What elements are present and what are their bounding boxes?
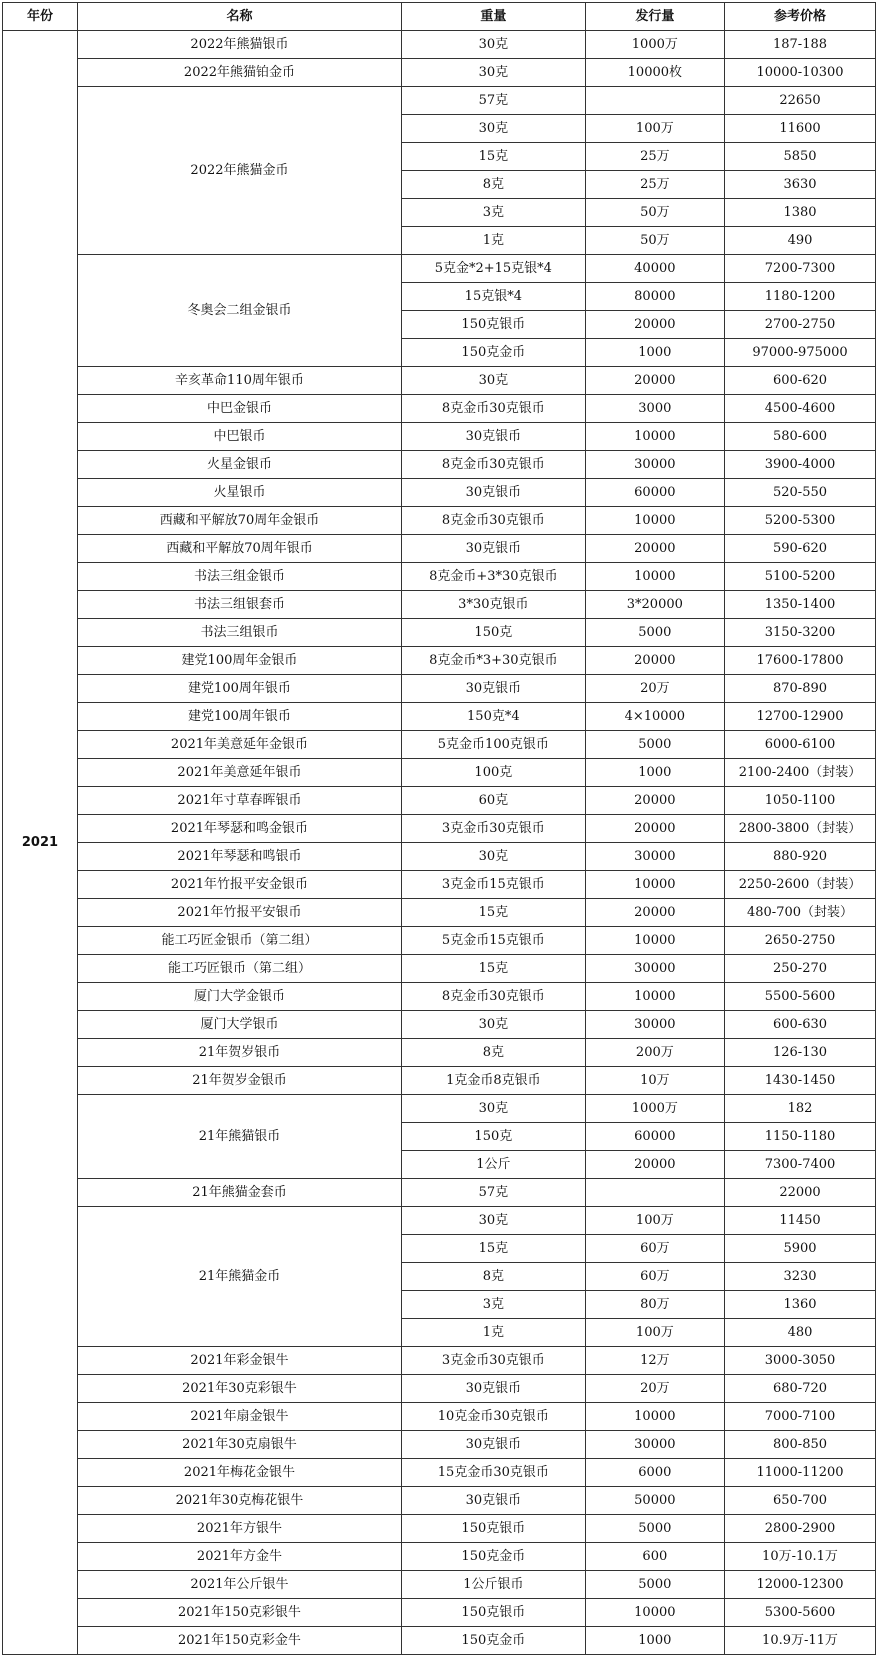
coin-name-cell: 2021年梅花金银牛 xyxy=(77,1459,401,1487)
table-row xyxy=(3,1207,876,1235)
weight-cell: 150克 xyxy=(402,619,586,647)
price-cell: 182 xyxy=(725,1095,876,1123)
mintage-cell: 20000 xyxy=(585,535,724,563)
price-cell: 490 xyxy=(725,227,876,255)
mintage-cell: 50万 xyxy=(585,199,724,227)
coin-name-cell: 2021年30克扇银牛 xyxy=(77,1431,401,1459)
mintage-cell: 1000万 xyxy=(585,1095,724,1123)
table-row xyxy=(3,1599,876,1627)
price-cell: 5300-5600 xyxy=(725,1599,876,1627)
coin-name-cell: 西藏和平解放70周年银币 xyxy=(77,535,401,563)
mintage-cell: 30000 xyxy=(585,843,724,871)
price-cell: 126-130 xyxy=(725,1039,876,1067)
mintage-cell: 25万 xyxy=(585,171,724,199)
weight-cell: 15克 xyxy=(402,143,586,171)
weight-cell: 150克银币 xyxy=(402,1515,586,1543)
table-row xyxy=(3,87,876,115)
coin-name-cell: 2021年美意延年银币 xyxy=(77,759,401,787)
price-cell: 1350-1400 xyxy=(725,591,876,619)
mintage-cell: 10000 xyxy=(585,983,724,1011)
header-year: 年份 xyxy=(3,3,78,31)
weight-cell: 3克 xyxy=(402,199,586,227)
price-cell: 520-550 xyxy=(725,479,876,507)
mintage-cell: 1000 xyxy=(585,1627,724,1655)
weight-cell: 8克金币30克银币 xyxy=(402,983,586,1011)
weight-cell: 30克 xyxy=(402,59,586,87)
table-row xyxy=(3,1011,876,1039)
mintage-cell: 20000 xyxy=(585,815,724,843)
mintage-cell: 30000 xyxy=(585,955,724,983)
price-cell: 7300-7400 xyxy=(725,1151,876,1179)
table-row xyxy=(3,731,876,759)
table-row xyxy=(3,367,876,395)
weight-cell: 15克 xyxy=(402,955,586,983)
coin-name-cell: 火星银币 xyxy=(77,479,401,507)
weight-cell: 15克 xyxy=(402,1235,586,1263)
coin-name-cell: 建党100周年金银币 xyxy=(77,647,401,675)
weight-cell: 57克 xyxy=(402,87,586,115)
header-name: 名称 xyxy=(77,3,401,31)
weight-cell: 30克银币 xyxy=(402,1487,586,1515)
weight-cell: 30克 xyxy=(402,1095,586,1123)
price-cell: 2800-3800（封装） xyxy=(725,815,876,843)
price-cell: 680-720 xyxy=(725,1375,876,1403)
weight-cell: 30克银币 xyxy=(402,423,586,451)
table-row xyxy=(3,59,876,87)
price-cell: 10万-10.1万 xyxy=(725,1543,876,1571)
price-cell: 5900 xyxy=(725,1235,876,1263)
weight-cell: 3克金币30克银币 xyxy=(402,815,586,843)
price-cell: 480-700（封装） xyxy=(725,899,876,927)
mintage-cell: 80000 xyxy=(585,283,724,311)
table-row xyxy=(3,31,876,59)
mintage-cell: 1000 xyxy=(585,759,724,787)
weight-cell: 5克金*2+15克银*4 xyxy=(402,255,586,283)
price-cell: 17600-17800 xyxy=(725,647,876,675)
weight-cell: 1克金币8克银币 xyxy=(402,1067,586,1095)
weight-cell: 8克金币30克银币 xyxy=(402,451,586,479)
price-cell: 1360 xyxy=(725,1291,876,1319)
mintage-cell: 3*20000 xyxy=(585,591,724,619)
mintage-cell: 30000 xyxy=(585,1431,724,1459)
weight-cell: 150克金币 xyxy=(402,339,586,367)
table-row xyxy=(3,591,876,619)
coin-name-cell: 2022年熊猫银币 xyxy=(77,31,401,59)
weight-cell: 15克金币30克银币 xyxy=(402,1459,586,1487)
price-cell: 1150-1180 xyxy=(725,1123,876,1151)
price-cell: 7200-7300 xyxy=(725,255,876,283)
weight-cell: 57克 xyxy=(402,1179,586,1207)
weight-cell: 30克 xyxy=(402,843,586,871)
weight-cell: 150克银币 xyxy=(402,311,586,339)
table-row xyxy=(3,563,876,591)
price-cell: 97000-975000 xyxy=(725,339,876,367)
coin-name-cell: 2021年公斤银牛 xyxy=(77,1571,401,1599)
weight-cell: 1公斤 xyxy=(402,1151,586,1179)
price-cell: 650-700 xyxy=(725,1487,876,1515)
price-cell: 590-620 xyxy=(725,535,876,563)
mintage-cell: 100万 xyxy=(585,1319,724,1347)
weight-cell: 3克金币15克银币 xyxy=(402,871,586,899)
table-row xyxy=(3,815,876,843)
mintage-cell: 80万 xyxy=(585,1291,724,1319)
price-cell: 10000-10300 xyxy=(725,59,876,87)
table-row xyxy=(3,1515,876,1543)
coin-name-cell: 2021年竹报平安金银币 xyxy=(77,871,401,899)
mintage-cell: 4×10000 xyxy=(585,703,724,731)
table-row xyxy=(3,1431,876,1459)
coin-name-cell: 21年熊猫金套币 xyxy=(77,1179,401,1207)
table-row xyxy=(3,1095,876,1123)
header-reference-price: 参考价格 xyxy=(725,3,876,31)
table-row xyxy=(3,1459,876,1487)
weight-cell: 150克*4 xyxy=(402,703,586,731)
price-cell: 1050-1100 xyxy=(725,787,876,815)
mintage-cell: 50000 xyxy=(585,1487,724,1515)
mintage-cell: 20000 xyxy=(585,787,724,815)
mintage-cell: 60万 xyxy=(585,1235,724,1263)
mintage-cell: 20000 xyxy=(585,647,724,675)
price-cell: 7000-7100 xyxy=(725,1403,876,1431)
coin-name-cell: 21年贺岁银币 xyxy=(77,1039,401,1067)
table-row xyxy=(3,507,876,535)
weight-cell: 150克金币 xyxy=(402,1627,586,1655)
price-cell: 5500-5600 xyxy=(725,983,876,1011)
mintage-cell: 5000 xyxy=(585,1515,724,1543)
table-row xyxy=(3,899,876,927)
price-cell: 800-850 xyxy=(725,1431,876,1459)
mintage-cell: 200万 xyxy=(585,1039,724,1067)
mintage-cell: 10000 xyxy=(585,563,724,591)
weight-cell: 30克银币 xyxy=(402,535,586,563)
table-row xyxy=(3,479,876,507)
table-row xyxy=(3,535,876,563)
price-cell: 22650 xyxy=(725,87,876,115)
mintage-cell: 10000 xyxy=(585,927,724,955)
weight-cell: 8克金币30克银币 xyxy=(402,395,586,423)
weight-cell: 150克金币 xyxy=(402,1543,586,1571)
weight-cell: 1克 xyxy=(402,227,586,255)
weight-cell: 3*30克银币 xyxy=(402,591,586,619)
coin-name-cell: 2021年寸草春晖银币 xyxy=(77,787,401,815)
mintage-cell: 40000 xyxy=(585,255,724,283)
price-cell: 11600 xyxy=(725,115,876,143)
price-cell: 5850 xyxy=(725,143,876,171)
coin-name-cell: 能工巧匠银币（第二组） xyxy=(77,955,401,983)
weight-cell: 1克 xyxy=(402,1319,586,1347)
price-cell: 3150-3200 xyxy=(725,619,876,647)
table-row xyxy=(3,1571,876,1599)
price-cell: 1380 xyxy=(725,199,876,227)
mintage-cell: 20000 xyxy=(585,311,724,339)
weight-cell: 60克 xyxy=(402,787,586,815)
price-cell: 12700-12900 xyxy=(725,703,876,731)
weight-cell: 10克金币30克银币 xyxy=(402,1403,586,1431)
mintage-cell: 600 xyxy=(585,1543,724,1571)
mintage-cell: 5000 xyxy=(585,731,724,759)
table-row xyxy=(3,1627,876,1655)
price-cell: 880-920 xyxy=(725,843,876,871)
coin-name-cell: 西藏和平解放70周年金银币 xyxy=(77,507,401,535)
mintage-cell: 100万 xyxy=(585,115,724,143)
weight-cell: 8克金币30克银币 xyxy=(402,507,586,535)
mintage-cell: 20000 xyxy=(585,1151,724,1179)
coin-name-cell: 2021年琴瑟和鸣金银币 xyxy=(77,815,401,843)
price-cell: 2700-2750 xyxy=(725,311,876,339)
mintage-cell xyxy=(585,1179,724,1207)
mintage-cell: 25万 xyxy=(585,143,724,171)
mintage-cell: 30000 xyxy=(585,451,724,479)
price-cell: 6000-6100 xyxy=(725,731,876,759)
coin-name-cell: 2021年150克彩银牛 xyxy=(77,1599,401,1627)
coin-name-cell: 2021年方金牛 xyxy=(77,1543,401,1571)
coin-name-cell: 建党100周年银币 xyxy=(77,675,401,703)
price-cell: 5100-5200 xyxy=(725,563,876,591)
table-row xyxy=(3,423,876,451)
price-cell: 3900-4000 xyxy=(725,451,876,479)
price-cell: 250-270 xyxy=(725,955,876,983)
weight-cell: 30克 xyxy=(402,115,586,143)
coin-name-cell: 2022年熊猫金币 xyxy=(77,87,401,255)
mintage-cell: 5000 xyxy=(585,619,724,647)
coin-name-cell: 2021年美意延年金银币 xyxy=(77,731,401,759)
weight-cell: 15克银*4 xyxy=(402,283,586,311)
weight-cell: 100克 xyxy=(402,759,586,787)
coin-name-cell: 21年熊猫银币 xyxy=(77,1095,401,1179)
mintage-cell: 60000 xyxy=(585,479,724,507)
table-row xyxy=(3,871,876,899)
coin-name-cell: 2021年方银牛 xyxy=(77,1515,401,1543)
table-row xyxy=(3,843,876,871)
table-row xyxy=(3,1543,876,1571)
weight-cell: 8克金币*3+30克银币 xyxy=(402,647,586,675)
coin-name-cell: 21年熊猫金币 xyxy=(77,1207,401,1347)
coin-name-cell: 建党100周年银币 xyxy=(77,703,401,731)
coin-name-cell: 2021年30克彩银牛 xyxy=(77,1375,401,1403)
coin-name-cell: 厦门大学金银币 xyxy=(77,983,401,1011)
coin-name-cell: 2022年熊猫铂金币 xyxy=(77,59,401,87)
table-row xyxy=(3,395,876,423)
year-cell: 2021 xyxy=(3,31,78,1655)
table-body xyxy=(3,31,876,1655)
coin-price-table xyxy=(2,2,876,1655)
mintage-cell: 3000 xyxy=(585,395,724,423)
weight-cell: 15克 xyxy=(402,899,586,927)
mintage-cell: 1000 xyxy=(585,339,724,367)
mintage-cell: 10万 xyxy=(585,1067,724,1095)
mintage-cell: 20000 xyxy=(585,899,724,927)
coin-name-cell: 厦门大学银币 xyxy=(77,1011,401,1039)
table-row xyxy=(3,703,876,731)
coin-name-cell: 中巴银币 xyxy=(77,423,401,451)
price-cell: 2650-2750 xyxy=(725,927,876,955)
weight-cell: 8克 xyxy=(402,171,586,199)
price-cell: 600-630 xyxy=(725,1011,876,1039)
price-cell: 480 xyxy=(725,1319,876,1347)
price-cell: 3000-3050 xyxy=(725,1347,876,1375)
coin-name-cell: 2021年扇金银牛 xyxy=(77,1403,401,1431)
coin-name-cell: 2021年30克梅花银牛 xyxy=(77,1487,401,1515)
mintage-cell: 10000 xyxy=(585,507,724,535)
mintage-cell: 60000 xyxy=(585,1123,724,1151)
weight-cell: 3克 xyxy=(402,1291,586,1319)
coin-name-cell: 能工巧匠金银币（第二组） xyxy=(77,927,401,955)
price-cell: 3630 xyxy=(725,171,876,199)
price-cell: 22000 xyxy=(725,1179,876,1207)
mintage-cell: 10000 xyxy=(585,423,724,451)
table-row xyxy=(3,1375,876,1403)
table-row xyxy=(3,759,876,787)
mintage-cell xyxy=(585,87,724,115)
weight-cell: 8克 xyxy=(402,1263,586,1291)
mintage-cell: 20万 xyxy=(585,675,724,703)
price-cell: 870-890 xyxy=(725,675,876,703)
header-mintage: 发行量 xyxy=(585,3,724,31)
weight-cell: 30克 xyxy=(402,367,586,395)
mintage-cell: 30000 xyxy=(585,1011,724,1039)
coin-name-cell: 书法三组金银币 xyxy=(77,563,401,591)
mintage-cell: 100万 xyxy=(585,1207,724,1235)
coin-name-cell: 2021年竹报平安银币 xyxy=(77,899,401,927)
table-row xyxy=(3,983,876,1011)
mintage-cell: 60万 xyxy=(585,1263,724,1291)
coin-name-cell: 辛亥革命110周年银币 xyxy=(77,367,401,395)
table-row xyxy=(3,1039,876,1067)
weight-cell: 30克银币 xyxy=(402,1431,586,1459)
price-cell: 3230 xyxy=(725,1263,876,1291)
price-cell: 4500-4600 xyxy=(725,395,876,423)
price-cell: 580-600 xyxy=(725,423,876,451)
price-cell: 2100-2400（封装） xyxy=(725,759,876,787)
coin-name-cell: 书法三组银币 xyxy=(77,619,401,647)
weight-cell: 5克金币15克银币 xyxy=(402,927,586,955)
coin-name-cell: 书法三组银套币 xyxy=(77,591,401,619)
table-row xyxy=(3,1487,876,1515)
mintage-cell: 20万 xyxy=(585,1375,724,1403)
weight-cell: 30克 xyxy=(402,1207,586,1235)
table-row xyxy=(3,1403,876,1431)
mintage-cell: 1000万 xyxy=(585,31,724,59)
price-cell: 5200-5300 xyxy=(725,507,876,535)
mintage-cell: 20000 xyxy=(585,367,724,395)
weight-cell: 3克金币30克银币 xyxy=(402,1347,586,1375)
price-cell: 11450 xyxy=(725,1207,876,1235)
mintage-cell: 5000 xyxy=(585,1571,724,1599)
price-cell: 11000-11200 xyxy=(725,1459,876,1487)
coin-name-cell: 中巴金银币 xyxy=(77,395,401,423)
table-row xyxy=(3,1067,876,1095)
price-cell: 1180-1200 xyxy=(725,283,876,311)
weight-cell: 1公斤银币 xyxy=(402,1571,586,1599)
table-row xyxy=(3,1347,876,1375)
mintage-cell: 6000 xyxy=(585,1459,724,1487)
weight-cell: 30克 xyxy=(402,1011,586,1039)
table-row xyxy=(3,647,876,675)
coin-name-cell: 2021年150克彩金牛 xyxy=(77,1627,401,1655)
header-row xyxy=(3,3,876,31)
price-cell: 2800-2900 xyxy=(725,1515,876,1543)
weight-cell: 150克 xyxy=(402,1123,586,1151)
mintage-cell: 12万 xyxy=(585,1347,724,1375)
table-row xyxy=(3,619,876,647)
table-row xyxy=(3,675,876,703)
weight-cell: 5克金币100克银币 xyxy=(402,731,586,759)
header-weight: 重量 xyxy=(402,3,586,31)
table-row xyxy=(3,1179,876,1207)
coin-name-cell: 2021年彩金银牛 xyxy=(77,1347,401,1375)
price-cell: 187-188 xyxy=(725,31,876,59)
mintage-cell: 10000枚 xyxy=(585,59,724,87)
table-row xyxy=(3,927,876,955)
table-row xyxy=(3,955,876,983)
price-cell: 2250-2600（封装） xyxy=(725,871,876,899)
table-row xyxy=(3,787,876,815)
weight-cell: 8克 xyxy=(402,1039,586,1067)
price-cell: 10.9万-11万 xyxy=(725,1627,876,1655)
mintage-cell: 10000 xyxy=(585,871,724,899)
weight-cell: 30克银币 xyxy=(402,479,586,507)
price-cell: 12000-12300 xyxy=(725,1571,876,1599)
weight-cell: 8克金币+3*30克银币 xyxy=(402,563,586,591)
price-cell: 600-620 xyxy=(725,367,876,395)
coin-name-cell: 火星金银币 xyxy=(77,451,401,479)
coin-name-cell: 21年贺岁金银币 xyxy=(77,1067,401,1095)
coin-name-cell: 2021年琴瑟和鸣银币 xyxy=(77,843,401,871)
table-row xyxy=(3,451,876,479)
weight-cell: 150克银币 xyxy=(402,1599,586,1627)
table-row xyxy=(3,255,876,283)
mintage-cell: 10000 xyxy=(585,1599,724,1627)
weight-cell: 30克银币 xyxy=(402,675,586,703)
mintage-cell: 10000 xyxy=(585,1403,724,1431)
coin-name-cell: 冬奥会二组金银币 xyxy=(77,255,401,367)
weight-cell: 30克 xyxy=(402,31,586,59)
weight-cell: 30克银币 xyxy=(402,1375,586,1403)
price-cell: 1430-1450 xyxy=(725,1067,876,1095)
mintage-cell: 50万 xyxy=(585,227,724,255)
